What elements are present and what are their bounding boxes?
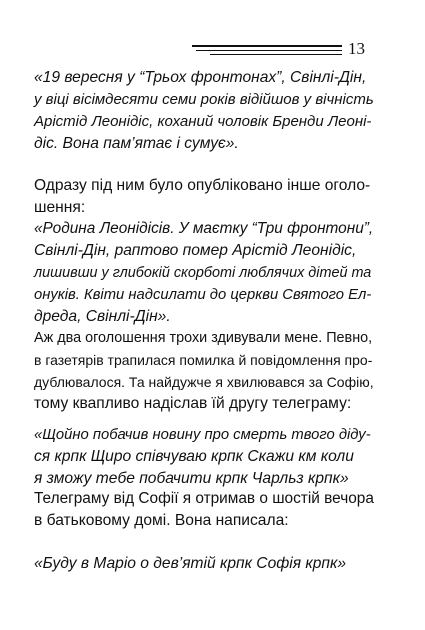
text-line: Арістід Леонідіс, коханий чоловік Бренди Леоні- (34, 113, 372, 130)
narrative-paragraph (34, 175, 374, 219)
header-rule-line (196, 50, 342, 51)
text-line: Одразу під ним було опубліковано інше оголо- (34, 177, 371, 194)
page-number: 13 (348, 39, 365, 58)
text-line: тому квапливо надіслав їй другу телеграму: (34, 395, 352, 412)
text-line: у віці вісімдесяти семи років відійшов у вічність (34, 91, 374, 108)
text-line: Телеграму від Софії я отримав о шостій вечора (34, 490, 374, 507)
text-line: дублювалося. Та найдужче я хвилювався за Софію, (34, 374, 374, 390)
text-line: Свінлі-Дін, раптово помер Арістід Леонідіс, (34, 242, 357, 259)
header-rule-ornament (192, 45, 342, 57)
text-line: ся крпк Щиро співчуваю крпк Скажи км коли (34, 448, 354, 465)
text-line: в газетярів трапилася помилка й повідомлення про- (34, 352, 373, 368)
telegram-reply-paragraph (34, 553, 374, 575)
text-line: «Щойно побачив новину про смерть твого діду- (34, 427, 371, 443)
text-line: я зможу тебе побачити крпк Чарльз крпк» (34, 470, 349, 487)
telegram-paragraph (34, 424, 374, 490)
header-rule-line (210, 54, 342, 55)
text-line: онуків. Квіти надсилати до церкви Святого Ел- (34, 287, 372, 303)
narrative-paragraph (34, 327, 374, 415)
narrative-paragraph (34, 488, 374, 532)
text-line: діс. Вона пам’ятає і сумує». (34, 135, 239, 152)
text-line: «Буду в Маріо о дев’ятій крпк Софія крпк» (34, 555, 347, 572)
text-line: «19 вересня у “Трьох фронтонах”, Свінлі-Дін, (34, 69, 367, 86)
text-line: «Родина Леонідісів. У маєтку “Три фронтони”, (34, 220, 374, 237)
text-line: лишивши у глибокій скорботі люблячих дітей та (34, 265, 372, 281)
text-line: в батьковому домі. Вона написала: (34, 512, 289, 529)
text-line: шення: (34, 199, 86, 216)
obituary-notice-paragraph (34, 67, 374, 155)
header-rule-line (192, 45, 342, 47)
family-notice-paragraph (34, 218, 374, 328)
text-line: Аж два оголошення трохи здивували мене. Певно, (34, 330, 373, 346)
text-line: дреда, Свінлі-Дін». (34, 308, 171, 325)
